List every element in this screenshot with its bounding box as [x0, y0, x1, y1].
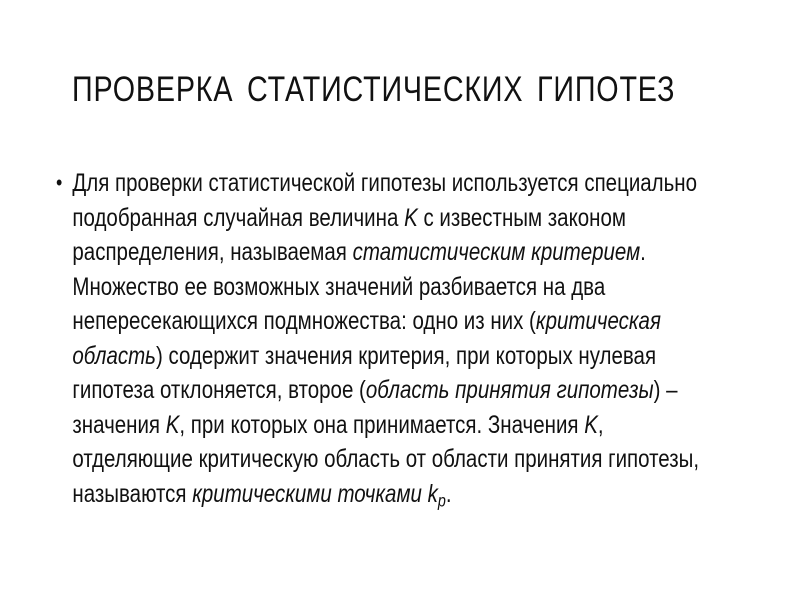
term-region: область — [72, 341, 156, 370]
text-run: подобранная случайная величина — [72, 203, 405, 232]
text-line-9 — [72, 442, 728, 477]
text-run: , — [597, 410, 604, 439]
text-line-2 — [72, 201, 728, 236]
variable-k: K — [165, 410, 180, 439]
text-line-8 — [72, 408, 728, 443]
text-run: ) содержит значения критерия, при которых нулевая — [155, 341, 657, 370]
term-critical: критическая — [535, 307, 661, 335]
symbol-subscript-p: p — [437, 489, 446, 510]
symbol-k: k — [427, 479, 438, 508]
term-statistical-criterion: статистическим критерием — [352, 238, 641, 266]
text-line-1 — [72, 166, 728, 201]
variable-k: K — [584, 410, 598, 439]
text-line-6 — [72, 339, 728, 374]
text-run: отделяющие критическую область от области принятия гипотезы, — [72, 445, 700, 473]
text-run: , при которых она принимается. Значения — [179, 410, 585, 439]
text-run: . — [445, 479, 452, 508]
term-acceptance-region: область принятия гипотезы — [365, 376, 654, 404]
text-line-10 — [72, 477, 728, 518]
slide-body — [56, 166, 728, 517]
text-run: распределения, называемая — [72, 238, 353, 266]
text-run: непересекающихся подмножества: одно из них ( — [72, 307, 536, 335]
text-run: ) – — [653, 376, 678, 404]
text-line-7 — [72, 373, 728, 408]
text-line-4 — [72, 270, 728, 305]
bullet-item — [56, 166, 728, 517]
variable-k: K — [404, 203, 418, 232]
text-run: Для проверки статистической гипотезы используется специально — [72, 169, 698, 197]
text-run: называются — [72, 479, 193, 508]
text-line-3 — [72, 235, 728, 270]
term-critical-points: критическими точками — [192, 479, 428, 508]
text-run: . — [640, 238, 646, 266]
text-run: значения — [72, 410, 166, 439]
bullet-paragraph — [72, 166, 728, 517]
text-run: Множество ее возможных значений разбивается на два — [72, 272, 606, 301]
text-run: гипотеза отклоняется, второе ( — [72, 376, 366, 404]
slide-title: ПРОВЕРКА СТАТИСТИЧЕСКИХ ГИПОТЕЗ — [72, 70, 676, 109]
bullet-marker: • — [56, 170, 63, 195]
text-run: с известным законом — [417, 203, 627, 232]
text-line-5 — [72, 304, 728, 339]
